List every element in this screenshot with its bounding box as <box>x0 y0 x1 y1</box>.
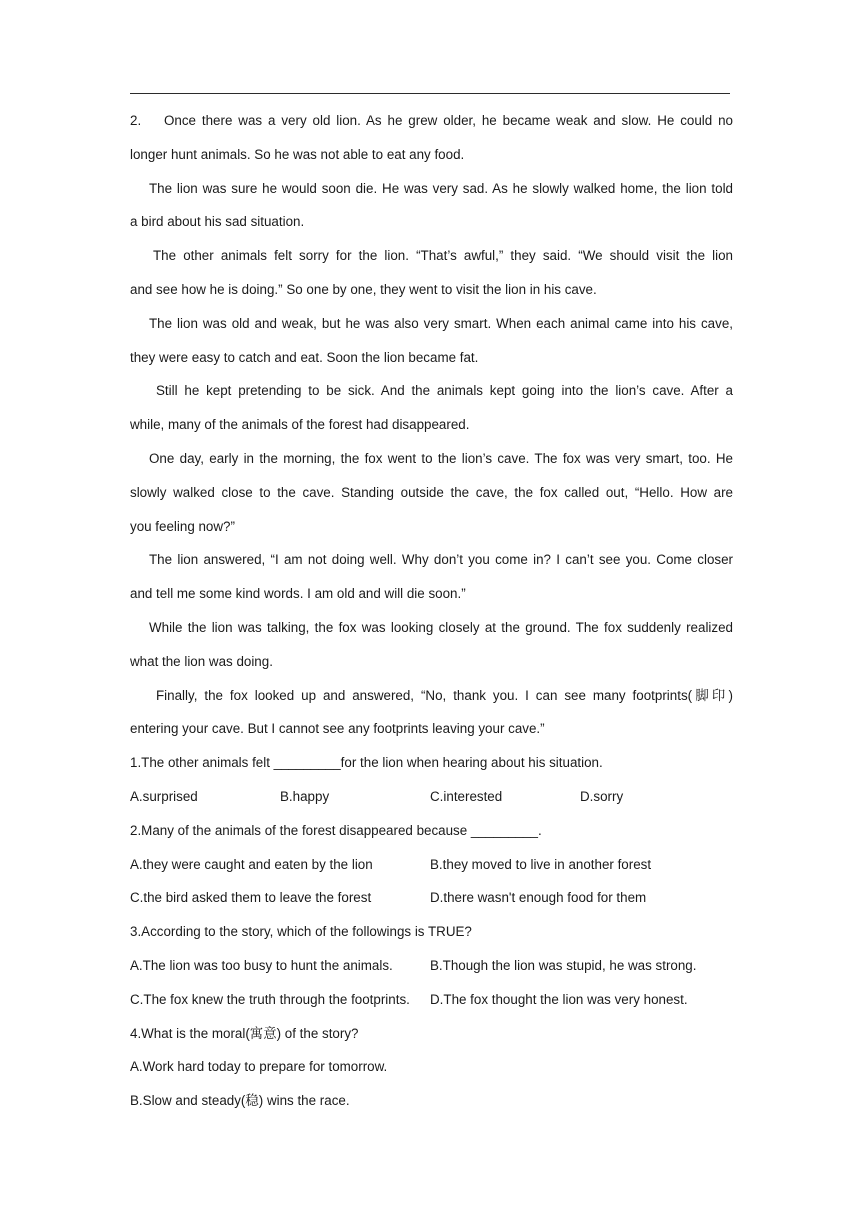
option-c: C.the bird asked them to leave the forest <box>130 890 372 906</box>
passage-line: a bird about his sad situation. <box>130 214 305 230</box>
passage-line: and see how he is doing.” So one by one, they went to visit the lion in his cave. <box>130 281 597 297</box>
passage-line: they were easy to catch and eat. Soon the lion became fat. <box>130 349 479 365</box>
option-b: B.happy <box>280 788 330 804</box>
question-stem: 2.Many of the animals of the forest disappeared because _________. <box>130 822 542 838</box>
question-stem: 1.The other animals felt _________for the lion when hearing about his situation. <box>130 755 603 771</box>
passage-line: The other animals felt sorry for the lion. “That’s awful,” they said. “We should visit the lion <box>153 248 733 264</box>
option-c: C.The fox knew the truth through the footprints. <box>130 991 410 1007</box>
passage-line: The lion was old and weak, but he was also very smart. When each animal came into his cave, <box>149 315 733 331</box>
header-rule <box>130 93 730 94</box>
option-a: A.surprised <box>130 788 198 804</box>
question-stem: 3.According to the story, which of the followings is TRUE? <box>130 924 472 940</box>
option-d: D.sorry <box>580 788 624 804</box>
passage-line: slowly walked close to the cave. Standing outside the cave, the fox called out, “Hello. How are <box>130 484 733 500</box>
passage-line: what the lion was doing. <box>130 653 273 669</box>
passage-line: entering your cave. But I cannot see any footprints leaving your cave.” <box>130 721 545 737</box>
option-b: B.they moved to live in another forest <box>430 856 652 872</box>
question-options <box>130 780 733 814</box>
option-c: C.interested <box>430 788 503 804</box>
passage-line: while, many of the animals of the forest had disappeared. <box>130 417 470 433</box>
passage-number: 2. <box>130 113 142 128</box>
option-a: A.they were caught and eaten by the lion <box>130 856 373 872</box>
question-options <box>130 949 733 983</box>
passage-line: and tell me some kind words. I am old and will die soon.” <box>130 586 466 602</box>
option-a: A.Work hard today to prepare for tomorrow. <box>130 1059 388 1075</box>
option-b: B.Slow and steady(稳) wins the race. <box>130 1093 350 1109</box>
passage-line: While the lion was talking, the fox was looking closely at the ground. The fox suddenly realized <box>149 619 733 635</box>
option-a: A.The lion was too busy to hunt the animals. <box>130 957 393 973</box>
passage-line: The lion answered, “I am not doing well. Why don’t you come in? I can’t see you. Come closer <box>149 552 733 568</box>
passage-line: longer hunt animals. So he was not able to eat any food. <box>130 146 465 162</box>
question-options <box>130 881 733 915</box>
question-options <box>130 848 733 882</box>
question-stem: 4.What is the moral(寓意) of the story? <box>130 1025 359 1041</box>
option-d: D.there wasn't enough food for them <box>430 890 647 906</box>
option-b: B.Though the lion was stupid, he was strong. <box>430 957 697 973</box>
reading-passage <box>130 104 733 1118</box>
passage-line: Finally, the fox looked up and answered, “No, thank you. I can see many footprints(脚印) <box>156 687 733 703</box>
passage-line: 2. Once there was a very old lion. As he grew older, he became weak and slow. He could no <box>130 104 733 138</box>
passage-line: you feeling now?” <box>130 518 235 534</box>
passage-line: The lion was sure he would soon die. He was very sad. As he slowly walked home, the lion told <box>149 180 733 196</box>
passage-line: Still he kept pretending to be sick. And the animals kept going into the lion’s cave. After a <box>156 383 733 399</box>
passage-line: One day, early in the morning, the fox went to the lion’s cave. The fox was very smart, too. He <box>149 450 733 466</box>
option-d: D.The fox thought the lion was very honest. <box>430 991 688 1007</box>
question-options <box>130 983 733 1017</box>
